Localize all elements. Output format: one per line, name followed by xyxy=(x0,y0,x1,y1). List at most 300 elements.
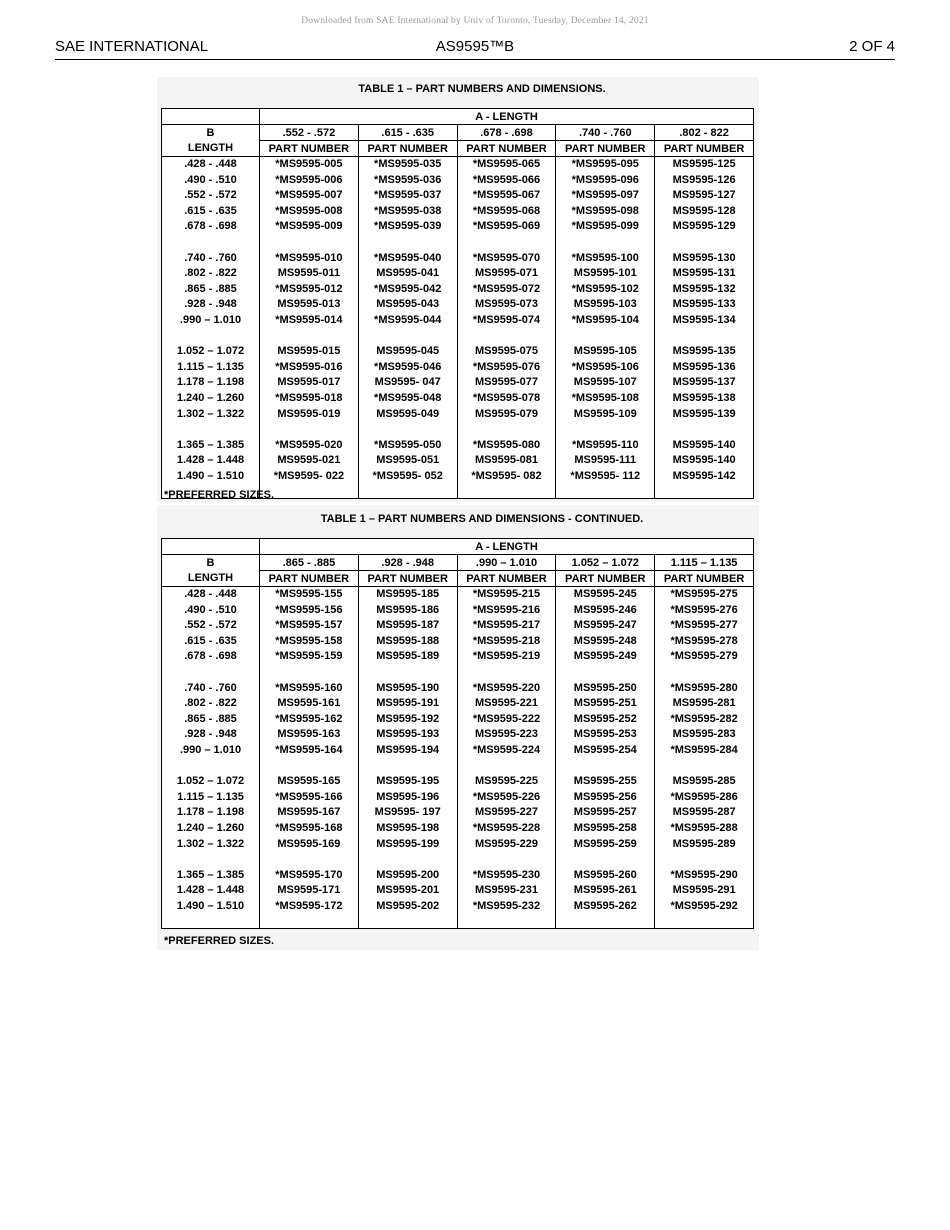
table-row xyxy=(162,407,754,423)
table-row xyxy=(162,587,754,603)
part-number-cell: MS9595-081 xyxy=(457,453,556,469)
length-label: LENGTH xyxy=(162,141,260,157)
b-length-cell: 1.365 – 1.385 xyxy=(162,868,260,884)
part-number-cell: MS9595-161 xyxy=(260,696,359,712)
spacer-cell xyxy=(556,484,655,499)
part-number-cell: *MS9595-280 xyxy=(655,681,754,697)
table-row xyxy=(162,344,754,360)
part-number-cell: *MS9595-216 xyxy=(457,603,556,619)
b-length-cell: 1.240 – 1.260 xyxy=(162,821,260,837)
part-number-label: PART NUMBER xyxy=(457,571,556,587)
part-number-cell: *MS9595-275 xyxy=(655,587,754,603)
part-number-cell: MS9595-101 xyxy=(556,266,655,282)
table-row xyxy=(162,313,754,329)
table-row xyxy=(162,219,754,235)
part-number-cell: MS9595-125 xyxy=(655,157,754,173)
part-number-cell: MS9595-191 xyxy=(358,696,457,712)
part-number-cell: *MS9595-012 xyxy=(260,282,359,298)
part-number-cell: *MS9595-160 xyxy=(260,681,359,697)
part-number-cell: MS9595-287 xyxy=(655,805,754,821)
spacer-cell xyxy=(556,329,655,345)
spacer-cell xyxy=(358,329,457,345)
part-number-cell: MS9595-130 xyxy=(655,251,754,267)
part-number-label: PART NUMBER xyxy=(358,141,457,157)
spacer-cell xyxy=(556,852,655,868)
part-number-cell: *MS9595-076 xyxy=(457,360,556,376)
b-length-cell: .552 - .572 xyxy=(162,618,260,634)
part-number-cell: MS9595-283 xyxy=(655,727,754,743)
a-length-range: .615 - .635 xyxy=(358,125,457,141)
table-row xyxy=(162,204,754,220)
part-number-cell: MS9595-262 xyxy=(556,899,655,915)
part-number-cell: MS9595-129 xyxy=(655,219,754,235)
b-length-cell: .615 - .635 xyxy=(162,634,260,650)
spacer-row xyxy=(162,235,754,251)
table-row xyxy=(162,712,754,728)
b-length-cell: .428 - .448 xyxy=(162,157,260,173)
b-length-cell: 1.052 – 1.072 xyxy=(162,344,260,360)
bottom-pad-row xyxy=(162,914,754,929)
part-number-cell: *MS9595-104 xyxy=(556,313,655,329)
part-number-cell: MS9595-103 xyxy=(556,297,655,313)
spacer-cell xyxy=(260,914,359,929)
download-watermark: Downloaded from SAE International by Univ of Toronto, Tuesday, December 14, 2021 xyxy=(301,16,649,26)
part-number-cell: *MS9595-228 xyxy=(457,821,556,837)
part-number-cell: *MS9595-158 xyxy=(260,634,359,650)
a-length-range: .678 - .698 xyxy=(457,125,556,141)
spacer-row xyxy=(162,422,754,438)
table-row xyxy=(162,297,754,313)
part-number-cell: MS9595-188 xyxy=(358,634,457,650)
a-length-range: .552 - .572 xyxy=(260,125,359,141)
part-number-cell: MS9595-045 xyxy=(358,344,457,360)
table-row xyxy=(162,634,754,650)
b-length-cell: .865 - .885 xyxy=(162,282,260,298)
b-length-cell: 1.240 – 1.260 xyxy=(162,391,260,407)
part-number-cell: MS9595-071 xyxy=(457,266,556,282)
part-number-cell: *MS9595-016 xyxy=(260,360,359,376)
spacer-cell xyxy=(457,852,556,868)
part-number-cell: MS9595-132 xyxy=(655,282,754,298)
part-number-cell: MS9595-133 xyxy=(655,297,754,313)
part-number-cell: *MS9595-010 xyxy=(260,251,359,267)
b-length-cell: 1.115 – 1.135 xyxy=(162,790,260,806)
part-number-cell: *MS9595-048 xyxy=(358,391,457,407)
part-number-cell: MS9595-165 xyxy=(260,774,359,790)
part-number-cell: *MS9595-222 xyxy=(457,712,556,728)
spacer-cell xyxy=(358,665,457,681)
part-number-cell: MS9595-109 xyxy=(556,407,655,423)
spacer-cell xyxy=(556,235,655,251)
part-number-cell: *MS9595-159 xyxy=(260,649,359,665)
spacer-cell xyxy=(162,329,260,345)
part-number-cell: MS9595-247 xyxy=(556,618,655,634)
part-number-cell: MS9595-163 xyxy=(260,727,359,743)
part-number-cell: *MS9595-072 xyxy=(457,282,556,298)
part-number-cell: *MS9595-096 xyxy=(556,173,655,189)
part-number-cell: MS9595-187 xyxy=(358,618,457,634)
b-length-cell: 1.302 – 1.322 xyxy=(162,407,260,423)
part-number-cell: MS9595-250 xyxy=(556,681,655,697)
spacer-cell xyxy=(358,484,457,499)
part-number-cell: *MS9595-168 xyxy=(260,821,359,837)
spacer-cell xyxy=(556,914,655,929)
part-number-cell: *MS9595-232 xyxy=(457,899,556,915)
spacer-cell xyxy=(260,329,359,345)
spacer-cell xyxy=(655,484,754,499)
spacer-cell xyxy=(162,422,260,438)
part-number-cell: MS9595-245 xyxy=(556,587,655,603)
part-number-cell: *MS9595-080 xyxy=(457,438,556,454)
b-length-cell: 1.490 – 1.510 xyxy=(162,469,260,485)
part-number-cell: *MS9595-224 xyxy=(457,743,556,759)
part-number-cell: *MS9595-035 xyxy=(358,157,457,173)
part-number-cell: *MS9595-070 xyxy=(457,251,556,267)
b-length-cell: .802 - .822 xyxy=(162,696,260,712)
part-number-cell: *MS9595-095 xyxy=(556,157,655,173)
part-number-cell: MS9595-193 xyxy=(358,727,457,743)
part-number-cell: MS9595-202 xyxy=(358,899,457,915)
part-number-cell: MS9595-185 xyxy=(358,587,457,603)
spacer-cell xyxy=(556,665,655,681)
part-number-cell: MS9595-127 xyxy=(655,188,754,204)
table-row xyxy=(162,157,754,173)
b-length-cell: .928 - .948 xyxy=(162,297,260,313)
spacer-cell xyxy=(655,759,754,775)
b-length-cell: 1.428 – 1.448 xyxy=(162,883,260,899)
b-length-cell: .552 - .572 xyxy=(162,188,260,204)
spacer-cell xyxy=(260,422,359,438)
table-row xyxy=(162,821,754,837)
part-number-cell: MS9595-111 xyxy=(556,453,655,469)
part-number-cell: *MS9595- 052 xyxy=(358,469,457,485)
part-number-cell: MS9595-249 xyxy=(556,649,655,665)
page-header xyxy=(55,38,895,60)
part-number-cell: MS9595-105 xyxy=(556,344,655,360)
part-number-cell: *MS9595-218 xyxy=(457,634,556,650)
part-number-cell: MS9595-229 xyxy=(457,837,556,853)
part-number-cell: MS9595-198 xyxy=(358,821,457,837)
b-length-cell: .490 - .510 xyxy=(162,603,260,619)
part-number-cell: *MS9595-039 xyxy=(358,219,457,235)
part-number-cell: MS9595-281 xyxy=(655,696,754,712)
table-row xyxy=(162,790,754,806)
part-number-cell: MS9595-256 xyxy=(556,790,655,806)
b-length-cell: 1.178 – 1.198 xyxy=(162,805,260,821)
table-row xyxy=(162,899,754,915)
spacer-cell xyxy=(162,235,260,251)
a-length-range: .928 - .948 xyxy=(358,555,457,571)
b-length-cell: 1.052 – 1.072 xyxy=(162,774,260,790)
a-length-range: .802 - 822 xyxy=(655,125,754,141)
spacer-cell xyxy=(260,852,359,868)
part-number-cell: MS9595-251 xyxy=(556,696,655,712)
part-number-cell: MS9595-289 xyxy=(655,837,754,853)
part-number-cell: MS9595-011 xyxy=(260,266,359,282)
spacer-cell xyxy=(358,235,457,251)
part-number-cell: *MS9595-100 xyxy=(556,251,655,267)
table-row xyxy=(162,469,754,485)
part-number-cell: MS9595-199 xyxy=(358,837,457,853)
part-number-cell: MS9595-254 xyxy=(556,743,655,759)
a-length-range: .865 - .885 xyxy=(260,555,359,571)
b-length-cell: 1.302 – 1.322 xyxy=(162,837,260,853)
spacer-cell xyxy=(457,665,556,681)
part-number-cell: MS9595-223 xyxy=(457,727,556,743)
part-number-cell: MS9595-231 xyxy=(457,883,556,899)
table-row xyxy=(162,883,754,899)
spacer-cell xyxy=(655,235,754,251)
part-number-cell: *MS9595-097 xyxy=(556,188,655,204)
part-number-cell: *MS9595-170 xyxy=(260,868,359,884)
part-number-cell: MS9595-201 xyxy=(358,883,457,899)
part-number-cell: MS9595-013 xyxy=(260,297,359,313)
part-number-cell: *MS9595-042 xyxy=(358,282,457,298)
b-length-cell: .678 - .698 xyxy=(162,219,260,235)
part-numbers-table-continued xyxy=(161,538,754,929)
b-length-cell: 1.490 – 1.510 xyxy=(162,899,260,915)
part-number-cell: MS9595-019 xyxy=(260,407,359,423)
part-number-cell: *MS9595-074 xyxy=(457,313,556,329)
spacer-cell xyxy=(457,484,556,499)
part-number-label: PART NUMBER xyxy=(260,141,359,157)
table-title: TABLE 1 – PART NUMBERS AND DIMENSIONS. xyxy=(358,83,606,95)
part-number-cell: *MS9595-009 xyxy=(260,219,359,235)
part-number-cell: MS9595-192 xyxy=(358,712,457,728)
table-row xyxy=(162,453,754,469)
a-length-range: 1.115 – 1.135 xyxy=(655,555,754,571)
part-number-cell: *MS9595-277 xyxy=(655,618,754,634)
spacer-cell xyxy=(457,914,556,929)
length-label: LENGTH xyxy=(162,571,260,587)
part-number-cell: MS9595-140 xyxy=(655,453,754,469)
part-number-cell: MS9595-131 xyxy=(655,266,754,282)
table-row xyxy=(162,727,754,743)
part-number-cell: *MS9595-276 xyxy=(655,603,754,619)
part-number-cell: *MS9595-155 xyxy=(260,587,359,603)
range-header-row xyxy=(162,125,754,141)
part-number-cell: MS9595-169 xyxy=(260,837,359,853)
part-number-cell: *MS9595-036 xyxy=(358,173,457,189)
spacer-cell xyxy=(260,665,359,681)
header-row xyxy=(162,109,754,125)
table-row xyxy=(162,188,754,204)
part-number-cell: *MS9595-044 xyxy=(358,313,457,329)
b-length-cell: 1.115 – 1.135 xyxy=(162,360,260,376)
part-number-cell: MS9595-140 xyxy=(655,438,754,454)
spacer-cell xyxy=(358,422,457,438)
part-number-label: PART NUMBER xyxy=(556,141,655,157)
part-number-cell: MS9595-075 xyxy=(457,344,556,360)
table-row xyxy=(162,266,754,282)
table-row xyxy=(162,681,754,697)
corner-cell xyxy=(162,109,260,125)
part-number-cell: *MS9595-068 xyxy=(457,204,556,220)
part-number-cell: *MS9595-162 xyxy=(260,712,359,728)
part-number-cell: *MS9595-288 xyxy=(655,821,754,837)
a-length-range: .990 – 1.010 xyxy=(457,555,556,571)
b-length-cell: .428 - .448 xyxy=(162,587,260,603)
part-numbers-table xyxy=(161,108,754,499)
table-row xyxy=(162,438,754,454)
table-row xyxy=(162,375,754,391)
preferred-sizes-footnote: *PREFERRED SIZES. xyxy=(164,489,275,501)
spacer-cell xyxy=(162,665,260,681)
spacer-cell xyxy=(260,484,359,499)
part-number-cell: *MS9595- 082 xyxy=(457,469,556,485)
spacer-cell xyxy=(556,422,655,438)
b-length-cell: 1.365 – 1.385 xyxy=(162,438,260,454)
part-number-cell: *MS9595-005 xyxy=(260,157,359,173)
b-length-cell: .990 – 1.010 xyxy=(162,743,260,759)
part-number-cell: MS9595-200 xyxy=(358,868,457,884)
part-number-cell: MS9595-221 xyxy=(457,696,556,712)
table-title-continued: TABLE 1 – PART NUMBERS AND DIMENSIONS - CONTINUED. xyxy=(320,513,644,525)
part-number-label: PART NUMBER xyxy=(556,571,655,587)
part-number-cell: MS9595-079 xyxy=(457,407,556,423)
part-number-cell: *MS9595-069 xyxy=(457,219,556,235)
part-number-cell: MS9595-225 xyxy=(457,774,556,790)
part-number-cell: MS9595-139 xyxy=(655,407,754,423)
part-number-cell: *MS9595-018 xyxy=(260,391,359,407)
part-number-label: PART NUMBER xyxy=(358,571,457,587)
b-label: B xyxy=(162,555,260,571)
part-number-cell: MS9595-015 xyxy=(260,344,359,360)
header-row xyxy=(162,539,754,555)
part-number-cell: MS9595-186 xyxy=(358,603,457,619)
spacer-cell xyxy=(655,422,754,438)
part-number-cell: *MS9595-108 xyxy=(556,391,655,407)
part-number-cell: *MS9595-290 xyxy=(655,868,754,884)
part-number-cell: MS9595-291 xyxy=(655,883,754,899)
part-number-label: PART NUMBER xyxy=(457,141,556,157)
part-number-cell: *MS9595- 022 xyxy=(260,469,359,485)
table-row xyxy=(162,282,754,298)
part-number-cell: MS9595-227 xyxy=(457,805,556,821)
part-number-cell: MS9595-126 xyxy=(655,173,754,189)
part-number-cell: MS9595-261 xyxy=(556,883,655,899)
part-number-cell: *MS9595-230 xyxy=(457,868,556,884)
part-number-cell: MS9595-138 xyxy=(655,391,754,407)
spacer-cell xyxy=(162,914,260,929)
part-number-cell: *MS9595-037 xyxy=(358,188,457,204)
part-number-cell: *MS9595-286 xyxy=(655,790,754,806)
part-number-cell: *MS9595-226 xyxy=(457,790,556,806)
spacer-cell xyxy=(655,665,754,681)
table-row xyxy=(162,360,754,376)
spacer-cell xyxy=(655,329,754,345)
table-row xyxy=(162,618,754,634)
part-number-cell: *MS9595-046 xyxy=(358,360,457,376)
part-number-cell: MS9595-051 xyxy=(358,453,457,469)
spacer-cell xyxy=(457,235,556,251)
spacer-cell xyxy=(358,914,457,929)
part-number-cell: *MS9595-172 xyxy=(260,899,359,915)
spacer-cell xyxy=(260,759,359,775)
part-number-cell: *MS9595-050 xyxy=(358,438,457,454)
part-number-cell: MS9595-194 xyxy=(358,743,457,759)
part-number-cell: MS9595-041 xyxy=(358,266,457,282)
table-row xyxy=(162,774,754,790)
range-header-row xyxy=(162,555,754,571)
part-number-cell: MS9595-255 xyxy=(556,774,655,790)
a-length-range: .740 - .760 xyxy=(556,125,655,141)
part-number-cell: MS9595-021 xyxy=(260,453,359,469)
b-length-cell: .740 - .760 xyxy=(162,681,260,697)
part-number-cell: MS9595-248 xyxy=(556,634,655,650)
preferred-sizes-footnote: *PREFERRED SIZES. xyxy=(164,935,275,947)
part-number-cell: *MS9595-067 xyxy=(457,188,556,204)
part-number-cell: *MS9595-078 xyxy=(457,391,556,407)
part-number-cell: *MS9595-217 xyxy=(457,618,556,634)
part-number-cell: *MS9595-278 xyxy=(655,634,754,650)
part-number-label: PART NUMBER xyxy=(260,571,359,587)
part-number-cell: *MS9595-006 xyxy=(260,173,359,189)
part-number-cell: *MS9595-219 xyxy=(457,649,556,665)
part-number-header-row xyxy=(162,141,754,157)
part-number-cell: *MS9595-065 xyxy=(457,157,556,173)
part-number-cell: *MS9595-007 xyxy=(260,188,359,204)
spacer-row xyxy=(162,759,754,775)
part-number-cell: MS9595- 047 xyxy=(358,375,457,391)
part-number-cell: MS9595-196 xyxy=(358,790,457,806)
corner-cell xyxy=(162,539,260,555)
part-number-cell: *MS9595-099 xyxy=(556,219,655,235)
spacer-cell xyxy=(162,759,260,775)
part-number-cell: MS9595-128 xyxy=(655,204,754,220)
part-number-cell: MS9595-136 xyxy=(655,360,754,376)
part-number-cell: *MS9595-166 xyxy=(260,790,359,806)
table-row xyxy=(162,173,754,189)
spacer-cell xyxy=(358,759,457,775)
table-row xyxy=(162,837,754,853)
table-row xyxy=(162,805,754,821)
part-number-cell: MS9595-107 xyxy=(556,375,655,391)
b-length-cell: .865 - .885 xyxy=(162,712,260,728)
b-length-cell: .740 - .760 xyxy=(162,251,260,267)
part-number-cell: *MS9595-066 xyxy=(457,173,556,189)
table-row xyxy=(162,391,754,407)
spacer-cell xyxy=(457,759,556,775)
part-number-cell: MS9595-195 xyxy=(358,774,457,790)
publisher-name: SAE INTERNATIONAL xyxy=(55,38,209,55)
spacer-row xyxy=(162,852,754,868)
a-length-header: A - LENGTH xyxy=(260,109,754,125)
b-length-cell: .615 - .635 xyxy=(162,204,260,220)
part-number-label: PART NUMBER xyxy=(655,141,754,157)
b-length-cell: .678 - .698 xyxy=(162,649,260,665)
a-length-range: 1.052 – 1.072 xyxy=(556,555,655,571)
part-number-cell: *MS9595-098 xyxy=(556,204,655,220)
part-number-cell: MS9595-257 xyxy=(556,805,655,821)
part-number-cell: *MS9595-020 xyxy=(260,438,359,454)
part-number-cell: MS9595-017 xyxy=(260,375,359,391)
part-number-cell: *MS9595-156 xyxy=(260,603,359,619)
part-number-cell: *MS9595-106 xyxy=(556,360,655,376)
b-length-cell: .990 – 1.010 xyxy=(162,313,260,329)
part-number-cell: *MS9595-164 xyxy=(260,743,359,759)
part-number-header-row xyxy=(162,571,754,587)
spacer-cell xyxy=(260,235,359,251)
spacer-row xyxy=(162,665,754,681)
part-number-cell: MS9595-190 xyxy=(358,681,457,697)
spacer-cell xyxy=(358,852,457,868)
part-number-cell: *MS9595-282 xyxy=(655,712,754,728)
part-number-cell: *MS9595- 112 xyxy=(556,469,655,485)
part-number-cell: MS9595-043 xyxy=(358,297,457,313)
part-number-cell: *MS9595-008 xyxy=(260,204,359,220)
part-number-cell: MS9595-134 xyxy=(655,313,754,329)
